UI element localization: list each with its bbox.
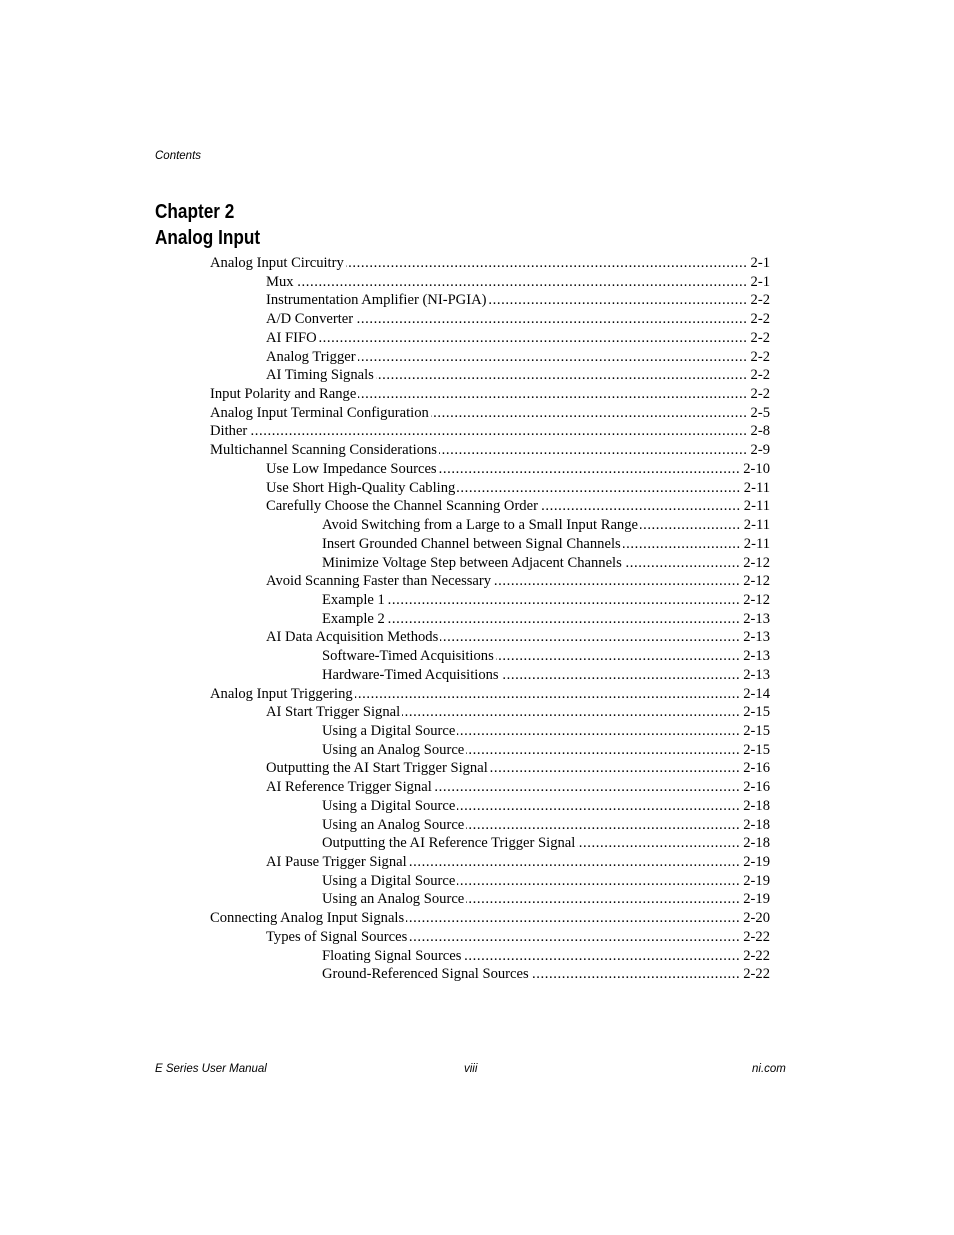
toc-entry-page: 2-8 <box>750 423 770 440</box>
toc-entry[interactable] <box>0 591 770 610</box>
toc-entry-page: 2-12 <box>743 591 770 608</box>
toc-entry-title: Mux <box>266 273 294 290</box>
toc-entry-page: 2-15 <box>743 704 770 721</box>
toc-entry-title: Hardware-Timed Acquisitions <box>322 666 499 683</box>
running-head: Contents <box>155 150 202 162</box>
toc-entry[interactable] <box>0 254 770 273</box>
toc-dot-leader <box>457 479 740 498</box>
toc-entry[interactable] <box>0 890 770 909</box>
toc-entry-page: 2-11 <box>743 535 770 552</box>
toc-entry[interactable] <box>0 816 770 835</box>
toc-entry[interactable] <box>0 516 770 535</box>
toc-entry[interactable] <box>0 479 770 498</box>
toc-entry[interactable] <box>0 947 770 966</box>
toc-entry-page: 2-12 <box>743 573 770 590</box>
toc-dot-leader <box>540 497 741 516</box>
toc-entry-title: A/D Converter <box>266 311 354 328</box>
toc-dot-leader <box>463 947 740 966</box>
toc-dot-leader <box>296 273 748 292</box>
toc-entry-page: 2-2 <box>750 311 770 328</box>
toc-dot-leader <box>346 254 748 273</box>
toc-entry-title: Using a Digital Source <box>322 872 456 889</box>
toc-entry[interactable] <box>0 834 770 853</box>
toc-entry-page: 2-16 <box>743 760 770 777</box>
toc-dot-leader <box>387 610 740 629</box>
toc-dot-leader <box>457 872 740 891</box>
toc-entry-page: 2-2 <box>750 329 770 346</box>
toc-entry-title: Analog Input Circuitry <box>210 255 344 271</box>
toc-entry[interactable] <box>0 610 770 629</box>
toc-entry[interactable] <box>0 404 770 423</box>
toc-entry[interactable] <box>0 628 770 647</box>
toc-entry[interactable] <box>0 554 770 573</box>
toc-entry[interactable] <box>0 291 770 310</box>
toc-entry-page: 2-14 <box>743 685 770 702</box>
toc-entry-page: 2-10 <box>743 460 770 477</box>
toc-entry[interactable] <box>0 872 770 891</box>
toc-entry[interactable] <box>0 909 770 928</box>
toc-entry[interactable] <box>0 778 770 797</box>
toc-entry-title: Dither <box>210 423 248 440</box>
toc-entry-title: Input Polarity and Range <box>210 386 357 403</box>
toc-entry-page: 2-11 <box>743 517 770 534</box>
toc-entry-title: Insert Grounded Channel between Signal Channels <box>322 535 621 552</box>
toc-entry-page: 2-13 <box>743 666 770 683</box>
chapter-number: Chapter 2 <box>155 201 235 223</box>
toc-entry-title: Multichannel Scanning Considerations <box>210 442 437 459</box>
toc-entry-title: Types of Signal Sources <box>266 928 408 945</box>
toc-entry[interactable] <box>0 348 770 367</box>
toc-entry[interactable] <box>0 703 770 722</box>
toc-entry-title: Analog Input Terminal Configuration <box>210 404 429 421</box>
toc-entry-page: 2-18 <box>743 835 770 852</box>
toc-entry-title: AI Pause Trigger Signal <box>266 854 407 870</box>
toc-entry[interactable] <box>0 741 770 760</box>
toc-dot-leader <box>409 853 741 872</box>
toc-entry-title: AI Timing Signals <box>266 367 374 384</box>
toc-entry-title: Using an Analog Source <box>322 816 465 833</box>
toc-dot-leader <box>496 647 740 666</box>
toc-entry-page: 2-20 <box>743 910 770 927</box>
toc-entry-title: Connecting Analog Input Signals <box>210 910 405 927</box>
toc-dot-leader <box>640 516 741 535</box>
toc-entry-title: AI Reference Trigger Signal <box>266 779 432 796</box>
toc-entry[interactable] <box>0 497 770 516</box>
toc-entry[interactable] <box>0 928 770 947</box>
toc-entry-title: Analog Trigger <box>266 348 356 365</box>
toc-entry-page: 2-2 <box>750 386 770 403</box>
toc-entry[interactable] <box>0 366 770 385</box>
toc-entry[interactable] <box>0 666 770 685</box>
toc-entry-page: 2-12 <box>743 554 770 571</box>
toc-entry[interactable] <box>0 329 770 348</box>
toc-dot-leader <box>358 385 747 404</box>
toc-entry-page: 2-13 <box>743 648 770 665</box>
toc-dot-leader <box>319 329 748 348</box>
toc-entry-title: Example 1 <box>322 591 385 608</box>
toc-entry-page: 2-19 <box>743 854 770 870</box>
toc-dot-leader <box>457 797 740 816</box>
toc-entry-page: 2-9 <box>750 442 770 459</box>
toc-entry-page: 2-13 <box>743 610 770 627</box>
toc-dot-leader <box>402 703 740 722</box>
toc-entry[interactable] <box>0 722 770 741</box>
toc-entry-title: AI Data Acquisition Methods <box>266 629 439 646</box>
toc-entry[interactable] <box>0 572 770 591</box>
toc-dot-leader <box>431 404 748 423</box>
toc-dot-leader <box>439 460 741 479</box>
footer-manual-title: E Series User Manual <box>155 1063 267 1075</box>
toc-entry[interactable] <box>0 422 770 441</box>
toc-entry[interactable] <box>0 685 770 704</box>
toc-entry-title: Minimize Voltage Step between Adjacent Channels <box>322 554 622 571</box>
toc-entry-page: 2-15 <box>743 722 770 739</box>
toc-dot-leader <box>488 291 747 310</box>
toc-dot-leader <box>355 685 741 704</box>
toc-entry-page: 2-22 <box>743 947 770 964</box>
toc-entry-title: Avoid Switching from a Large to a Small Input Range <box>322 517 639 534</box>
toc-dot-leader <box>387 591 740 610</box>
toc-entry-title: Outputting the AI Start Trigger Signal <box>266 760 488 777</box>
toc-entry-title: Use Short High-Quality Cabling <box>266 479 456 496</box>
toc-entry[interactable] <box>0 759 770 778</box>
toc-entry-title: Using an Analog Source <box>322 891 465 908</box>
toc-entry-title: Using a Digital Source <box>322 722 456 739</box>
toc-dot-leader <box>624 554 740 573</box>
table-of-contents <box>0 254 954 984</box>
toc-dot-leader <box>440 628 740 647</box>
toc-entry-title: Example 2 <box>322 610 385 627</box>
toc-dot-leader <box>376 366 748 385</box>
toc-entry-page: 2-2 <box>750 367 770 384</box>
toc-dot-leader <box>493 572 740 591</box>
toc-dot-leader <box>466 890 740 909</box>
toc-entry-page: 2-13 <box>743 629 770 646</box>
toc-entry-page: 2-22 <box>743 966 770 983</box>
toc-dot-leader <box>466 741 740 760</box>
toc-entry-page: 2-2 <box>750 348 770 365</box>
toc-entry-page: 2-18 <box>743 816 770 833</box>
toc-entry[interactable] <box>0 647 770 666</box>
toc-entry[interactable] <box>0 385 770 404</box>
toc-entry-title: Carefully Choose the Channel Scanning Order <box>266 498 538 515</box>
toc-entry-title: Software-Timed Acquisitions <box>322 648 494 665</box>
toc-entry-page: 2-11 <box>743 479 770 496</box>
toc-entry-page: 2-22 <box>743 928 770 945</box>
toc-entry-page: 2-5 <box>750 404 770 421</box>
toc-entry-title: Use Low Impedance Sources <box>266 460 437 477</box>
toc-dot-leader <box>439 441 748 460</box>
toc-entry-title: Instrumentation Amplifier (NI-PGIA) <box>266 292 487 309</box>
toc-dot-leader <box>577 834 740 853</box>
toc-entry[interactable] <box>0 273 770 292</box>
toc-entry-page: 2-16 <box>743 779 770 796</box>
toc-dot-leader <box>466 816 740 835</box>
toc-dot-leader <box>409 928 740 947</box>
toc-dot-leader <box>623 535 741 554</box>
toc-dot-leader <box>531 965 741 984</box>
toc-entry-title: Avoid Scanning Faster than Necessary <box>266 573 492 590</box>
toc-entry-page: 2-19 <box>743 891 770 908</box>
toc-dot-leader <box>434 778 740 797</box>
toc-entry-page: 2-1 <box>750 273 770 290</box>
toc-dot-leader <box>358 348 748 367</box>
toc-entry[interactable] <box>0 441 770 460</box>
toc-dot-leader <box>490 759 740 778</box>
chapter-heading <box>155 199 260 251</box>
footer-website: ni.com <box>752 1063 786 1075</box>
toc-entry[interactable] <box>0 535 770 554</box>
toc-entry[interactable] <box>0 310 770 329</box>
toc-entry-title: Floating Signal Sources <box>322 947 462 964</box>
toc-entry[interactable] <box>0 853 770 872</box>
toc-entry[interactable] <box>0 460 770 479</box>
toc-dot-leader <box>501 666 741 685</box>
toc-entry-title: Analog Input Triggering <box>210 685 353 702</box>
toc-entry-page: 2-11 <box>743 498 770 515</box>
toc-entry-title: Ground-Referenced Signal Sources <box>322 966 529 983</box>
toc-dot-leader <box>406 909 740 928</box>
toc-dot-leader <box>457 722 740 741</box>
toc-entry-page: 2-18 <box>743 797 770 814</box>
toc-entry-title: AI FIFO <box>266 329 317 346</box>
toc-entry-page: 2-15 <box>743 741 770 758</box>
toc-entry-title: AI Start Trigger Signal <box>266 704 401 721</box>
footer-page-number: viii <box>464 1063 478 1075</box>
toc-entry-title: Using an Analog Source <box>322 741 465 758</box>
toc-entry-page: 2-1 <box>750 255 770 271</box>
toc-entry[interactable] <box>0 797 770 816</box>
toc-entry-page: 2-2 <box>750 292 770 309</box>
chapter-title: Analog Input <box>155 227 261 249</box>
toc-entry-title: Using a Digital Source <box>322 797 456 814</box>
toc-dot-leader <box>249 422 747 441</box>
toc-entry-page: 2-19 <box>743 872 770 889</box>
toc-dot-leader <box>355 310 747 329</box>
toc-entry[interactable] <box>0 965 770 984</box>
toc-entry-title: Outputting the AI Reference Trigger Signal <box>322 835 576 852</box>
